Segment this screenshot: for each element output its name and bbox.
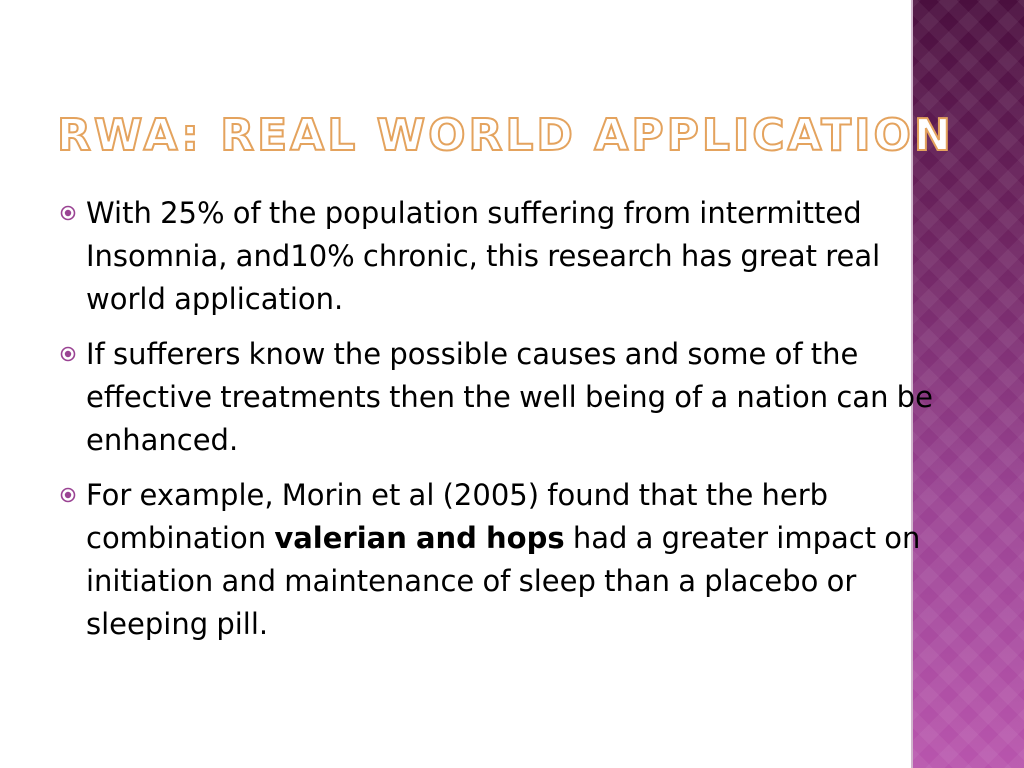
bullet-item-3 [60, 474, 955, 646]
bullet-text-3 [86, 474, 955, 646]
bullet-list [60, 192, 955, 658]
circle-dot-bullet-icon [60, 474, 86, 516]
bullet-text-2: If sufferers know the possible causes and some of the effective treatments then the well being of a nation can be enhanced. [86, 337, 933, 457]
bullet-text-3-after: had a greater impact on initiation and maintenance of sleep than a placebo or sleeping pill. [86, 521, 921, 641]
bullet-text-3-bold: valerian and hops [274, 521, 565, 555]
circle-dot-bullet-icon [60, 333, 86, 375]
bullet-text-1: With 25% of the population suffering from intermitted Insomnia, and10% chronic, this research has great real world application. [86, 196, 881, 316]
circle-dot-bullet-icon [60, 192, 86, 234]
slide-title: RWA: REAL WORLD APPLICATION [57, 110, 954, 161]
bullet-item-2 [60, 333, 955, 462]
bullet-text-3-before: For example, Morin et al (2005) found that the herb combination [86, 478, 829, 555]
bullet-item-1 [60, 192, 955, 321]
